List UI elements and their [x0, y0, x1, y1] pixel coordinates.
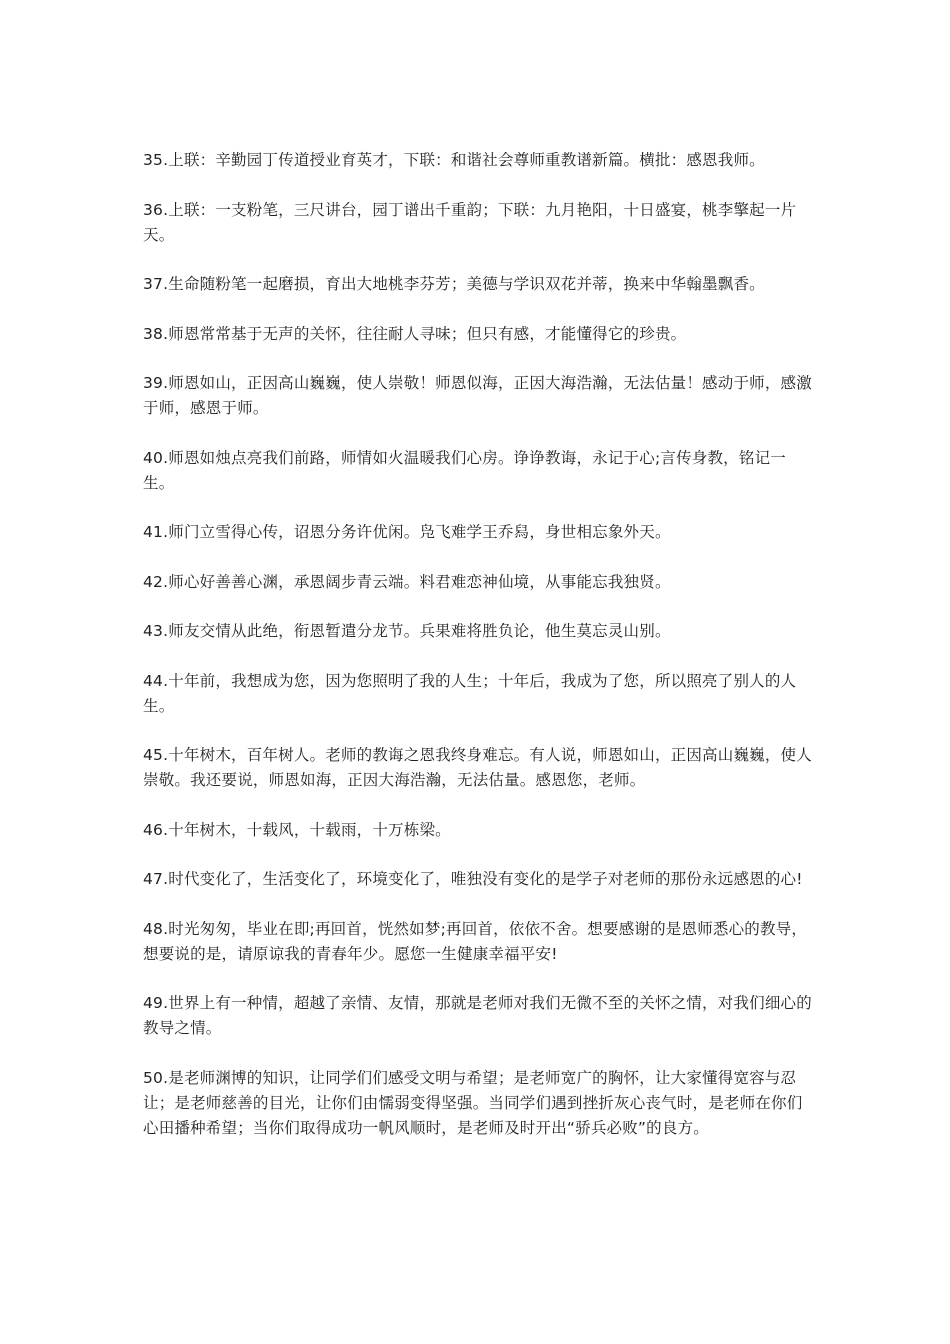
paragraph-44: 44.十年前，我想成为您，因为您照明了我的人生；十年后，我成为了您，所以照亮了别人的人生。 — [143, 671, 797, 715]
paragraph-36: 36.上联：一支粉笔，三尺讲台，园丁谱出千重韵；下联：九月艳阳，十日盛宴，桃李擎起一片天。 — [143, 200, 797, 244]
paragraph-49: 49.世界上有一种情，超越了亲情、友情，那就是老师对我们无微不至的关怀之情，对我们细心的教导之情。 — [143, 994, 812, 1037]
paragraph-35: 35.上联：辛勤园丁传道授业育英才，下联：和谐社会尊师重教谱新篇。横批：感恩我师。 — [143, 151, 765, 169]
paragraph-45: 45.十年树木，百年树人。老师的教诲之恩我终身难忘。有人说，师恩如山，正因高山巍巍，使人崇敬。我还要说，师恩如海，正因大海浩瀚，无法估量。感恩您，老师。 — [143, 746, 812, 789]
paragraph-41: 41.师门立雪得心传，诏恩分务许优闲。凫飞难学王乔舄，身世相忘象外天。 — [143, 523, 671, 541]
paragraph-37: 37.生命随粉笔一起磨损，育出大地桃李芬芳；美德与学识双花并蒂，换来中华翰墨飘香。 — [143, 275, 765, 293]
paragraph-46: 46.十年树木，十载风，十载雨，十万栋梁。 — [143, 820, 451, 839]
paragraph-43: 43.师友交情从此绝，衔恩暂遣分龙节。兵果难将胜负论，他生莫忘灵山别。 — [143, 622, 671, 640]
paragraph-42: 42.师心好善善心渊，承恩阔步青云端。料君难恋神仙境，从事能忘我独贤。 — [143, 572, 671, 591]
paragraph-47: 47.时代变化了，生活变化了，环境变化了，唯独没有变化的是学子对老师的那份永远感恩的心! — [143, 870, 803, 888]
paragraph-50: 50.是老师渊博的知识，让同学们们感受文明与希望；是老师宽广的胸怀，让大家懂得宽容与忍让；是老师慈善的目光，让你们由懦弱变得坚强。当同学们遇到挫折灰心丧气时，是老师在你们心田播种希望；当你们取得成功一帆风顺时，是老师及时开出“骄兵必败”的良方。 — [143, 1068, 803, 1137]
paragraph-40: 40.师恩如烛点亮我们前路，师情如火温暖我们心房。诤诤教诲，永记于心;言传身教，铭记一生。 — [143, 448, 786, 492]
paragraph-38: 38.师恩常常基于无声的关怀，往往耐人寻味；但只有感，才能懂得它的珍贵。 — [143, 324, 687, 343]
document-body — [143, 148, 813, 1165]
paragraph-48: 48.时光匆匆，毕业在即;再回首，恍然如梦;再回首，依依不舍。想要感谢的是恩师悉心的教导，想要说的是，请原谅我的青春年少。愿您一生健康幸福平安! — [143, 919, 808, 963]
paragraph-39: 39.师恩如山，正因高山巍巍，使人崇敬！师恩似海，正因大海浩瀚，无法估量！感动于师，感激于师，感恩于师。 — [143, 374, 812, 417]
